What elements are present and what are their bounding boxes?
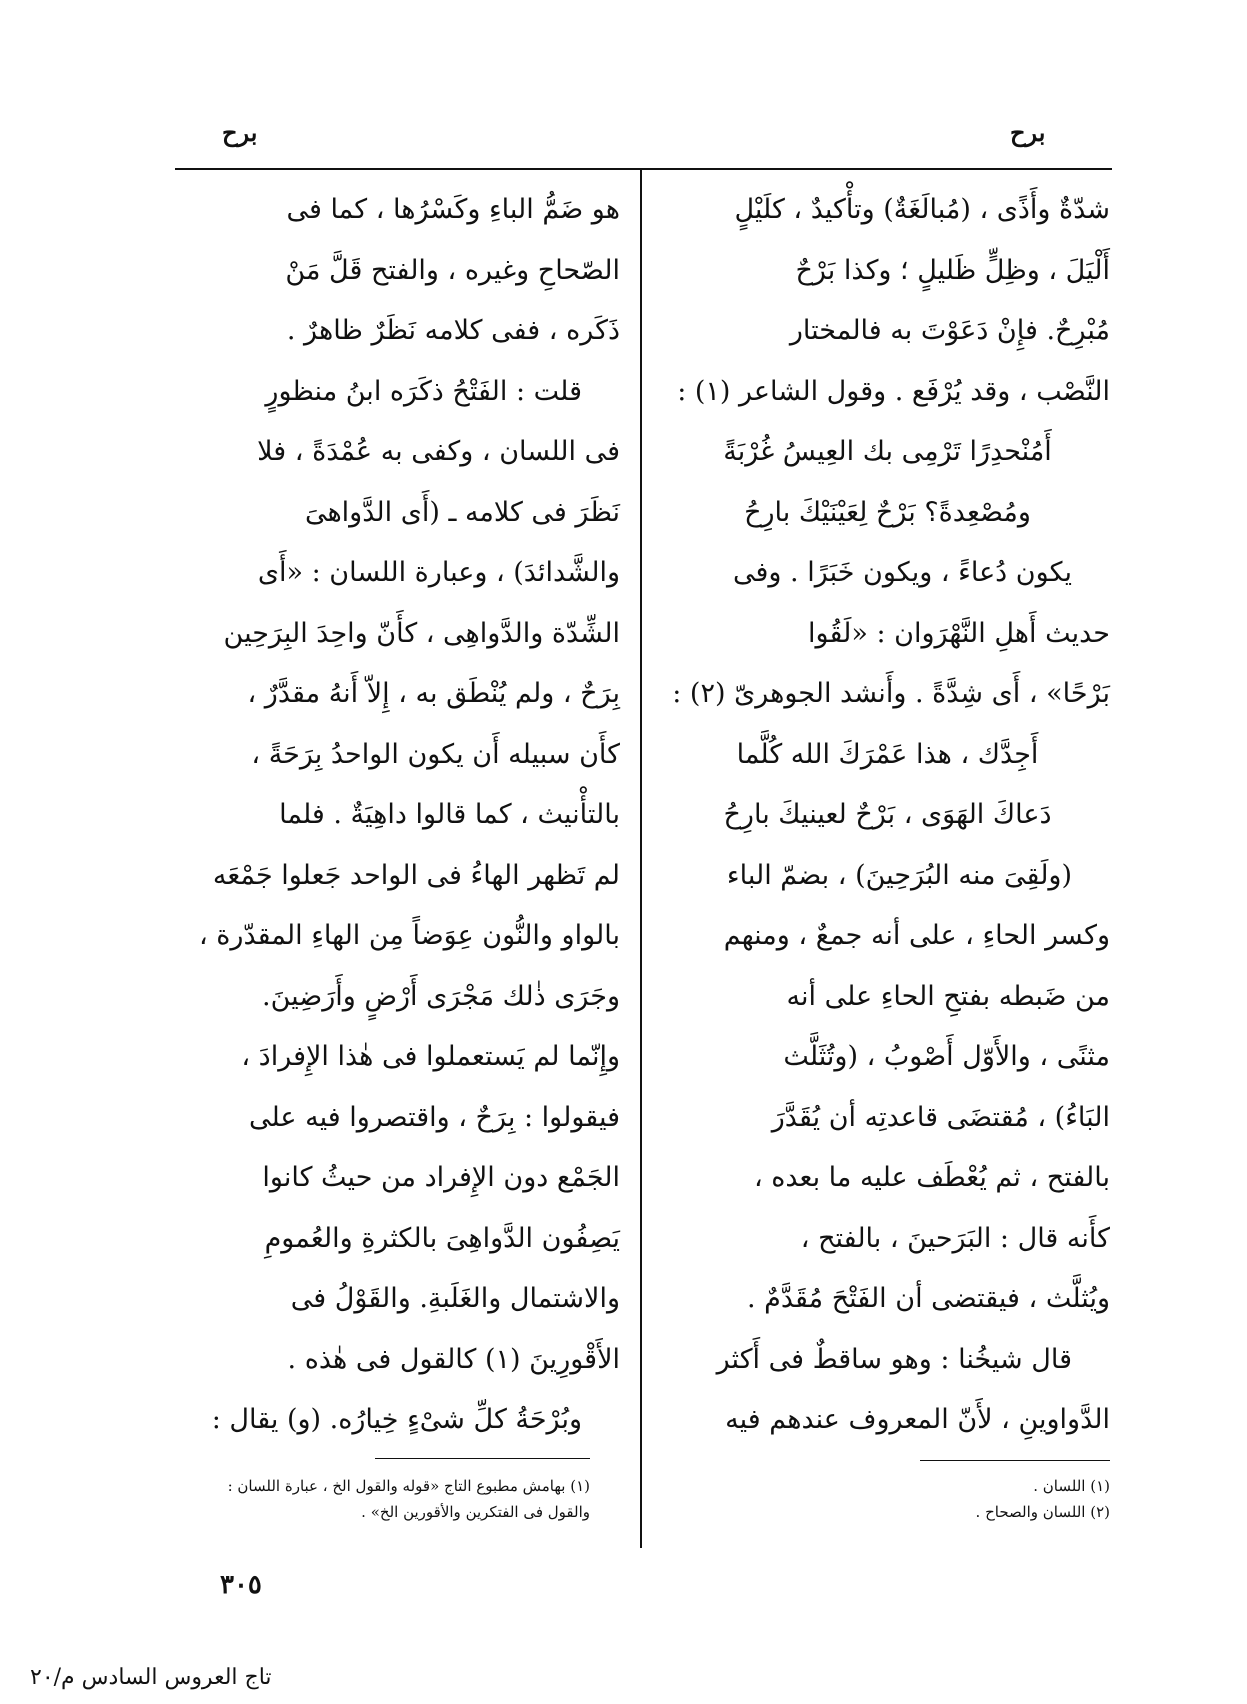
text-line: الدَّواوينِ ، لأَنّ المعروف عندهم فيه bbox=[725, 1404, 1110, 1435]
text-line: فيقولوا : بِرَحٌ ، واقتصروا فيه على bbox=[248, 1101, 620, 1133]
header-rule-left bbox=[175, 168, 640, 170]
text-line: شدّةٌ وأَذًى ، (مُبالَغَةٌ) وتأْكيدٌ ، كلَيْلٍ bbox=[734, 194, 1110, 225]
text-line: بالواو والنُّون عِوَضاً مِن الهاءِ المقدّرة ، bbox=[198, 920, 620, 951]
text-line: لم تَظهر الهاءُ فى الواحد جَعلوا جَمْعَه bbox=[212, 859, 620, 891]
verse-line: ومُصْعِدةً؟ بَرْحٌ لِعَيْنَيْكَ بارِحُ bbox=[744, 496, 1031, 528]
text-line: والاشتمال والغَلَبةِ. والقَوْلُ فى bbox=[290, 1283, 620, 1314]
verse-line: أَمُنْحدِرًا تَرْمِى بك العِيسُ غُرْبَةً bbox=[723, 436, 1052, 467]
footnotes-right bbox=[820, 1473, 1110, 1525]
text-line: من ضَبطه بفتحِ الحاءِ على أنه bbox=[786, 980, 1110, 1012]
text-line: هو ضَمُّ الباءِ وكَسْرُها ، كما فى bbox=[286, 194, 620, 225]
text-line: الصّحاحِ وغيره ، والفتح قَلَّ مَنْ bbox=[285, 254, 620, 286]
headword-left: برح bbox=[222, 118, 258, 147]
text-line: وإِنّما لم يَستعملوا فى هٰذا الإِفرادَ ، bbox=[241, 1041, 620, 1072]
text-line: حديث أَهلِ النَّهْرَوان : «لَقُوا bbox=[808, 617, 1110, 649]
text-line: ذَكَره ، ففى كلامه نَظَرٌ ظاهرٌ . bbox=[286, 315, 620, 346]
footnote: (٢) اللسان والصحاح . bbox=[975, 1503, 1110, 1521]
column-divider bbox=[640, 168, 642, 1548]
text-line: بَرْحًا» ، أَى شِدَّةً . وأَنشد الجوهرىّ (٢) : bbox=[672, 678, 1110, 709]
header-rule-right bbox=[642, 168, 1112, 170]
left-column bbox=[178, 180, 620, 1451]
footnote-rule-right bbox=[920, 1460, 1110, 1461]
text-line: كأَن سبيله أَن يكون الواحدُ بِرَحَةً ، bbox=[251, 738, 620, 770]
footnotes-left bbox=[170, 1473, 590, 1525]
text-line: كأَنه قال : البَرَحينَ ، بالفتح ، bbox=[800, 1222, 1110, 1254]
text-line: وبُرْحَةُ كلِّ شىْءٍ خِيارُه. (و) يقال : bbox=[211, 1404, 582, 1435]
text-line: البَاءُ) ، مُقتضَى قاعدتِه أن يُقَدَّرَ bbox=[771, 1101, 1110, 1133]
text-line: قال شيخُنا : وهو ساقطٌ فى أَكثر bbox=[716, 1343, 1072, 1375]
text-line: مُبْرِحٌ. فإِنْ دَعَوْتَ به فالمختار bbox=[789, 315, 1110, 346]
verse-line: أَجِدَّك ، هذا عَمْرَكَ الله كُلَّما bbox=[736, 738, 1039, 770]
text-line: نَظَرَ فى كلامه ـ (أَى الدَّواهىَ bbox=[304, 496, 620, 528]
footer-signature: تاج العروس السادس م/٢٠ bbox=[30, 1665, 272, 1690]
text-line: الشِّدّة والدَّواهِى ، كأَنّ واحِدَ البِرَحِين bbox=[223, 617, 620, 649]
text-line: بالفتح ، ثم يُعْطَف عليه ما بعده ، bbox=[753, 1162, 1110, 1193]
text-line: وكسر الحاءِ ، على أنه جمعٌ ، ومنهم bbox=[723, 920, 1110, 951]
page-number: ٣٠٥ bbox=[220, 1570, 262, 1600]
text-line: فى اللسان ، وكفى به عُمْدَةً ، فلا bbox=[257, 436, 620, 467]
right-column bbox=[665, 180, 1110, 1451]
text-line: يَصِفُون الدَّواهِىَ بالكثرةِ والعُمومِ bbox=[264, 1222, 620, 1254]
text-line: قلت : الفَتْحُ ذكَرَه ابنُ منظورٍ bbox=[265, 375, 582, 407]
text-line: الأَقْورِينَ (١) كالقول فى هٰذه . bbox=[287, 1343, 620, 1375]
text-line: النَّصْب ، وقد يُرْفَع . وقول الشاعر (١) : bbox=[677, 375, 1110, 407]
text-line: ويُثلَّث ، فيقتضى أن الفَتْحَ مُقَدَّمٌ . bbox=[746, 1283, 1110, 1314]
text-line: وجَرَى ذٰلك مَجْرَى أَرْضٍ وأَرَضِينَ. bbox=[262, 980, 620, 1012]
footnote: (١) بهامش مطبوع التاج «قوله والقول الخ ، عبارة اللسان : bbox=[227, 1477, 590, 1495]
text-line: مثنًى ، والأَوّل أَصْوبُ ، (وتُثَلَّث bbox=[783, 1041, 1110, 1072]
footnote-rule-left bbox=[375, 1458, 590, 1459]
text-line: والشَّدائدَ) ، وعبارة اللسان : «أَى bbox=[257, 557, 620, 588]
footnote: والقول فى الفتكرين والأقورين الخ» . bbox=[361, 1503, 590, 1521]
text-line: الجَمْع دون الإِفراد من حيثُ كانوا bbox=[262, 1162, 620, 1193]
text-line: أَلْيَلَ ، وظِلٍّ ظَليلٍ ؛ وكذا بَرْحٌ bbox=[795, 254, 1110, 286]
verse-line: دَعاكَ الهَوَى ، بَرْحٌ لعينيكَ بارِحُ bbox=[723, 799, 1052, 830]
text-line: يكون دُعاءً ، ويكون خَبَرًا . وفى bbox=[733, 557, 1072, 588]
text-line: بِرَحٌ ، ولم يُنْطَق به ، إِلاّ أَنهُ مقدَّرٌ ، bbox=[247, 678, 620, 709]
headword-right: برح bbox=[1010, 118, 1046, 147]
text-line: (ولَقِىَ منه البُرَحِينَ) ، بضمّ الباء bbox=[726, 859, 1072, 891]
footnote: (١) اللسان . bbox=[1033, 1477, 1110, 1495]
text-line: بالتأْنيث ، كما قالوا داهِيَةٌ . فلما bbox=[279, 799, 620, 830]
